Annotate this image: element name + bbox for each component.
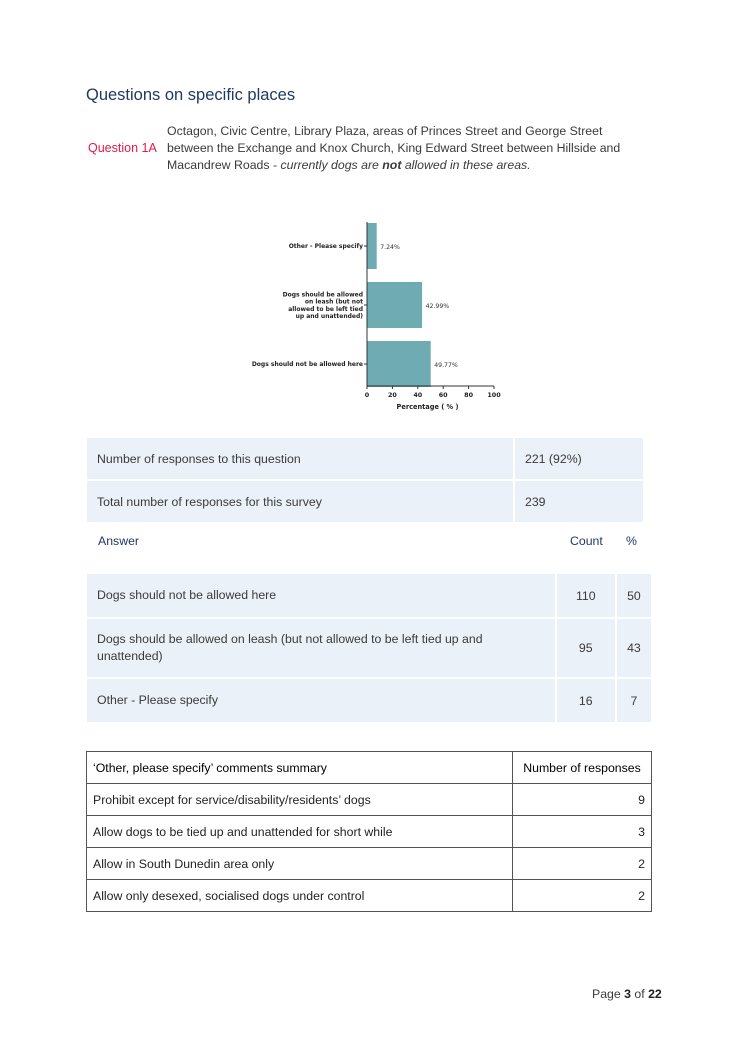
category-label: up and unattended) [295, 313, 363, 320]
answer-text: Dogs should be allowed on leash (but not allowed to be left tied up and unattended) [87, 619, 555, 677]
page-of: of [630, 987, 649, 1001]
comment-text: Prohibit except for service/disability/residents’ dogs [87, 784, 513, 816]
x-axis-label: Percentage ( % ) [396, 403, 459, 411]
number-responses-header: Number of responses [513, 752, 652, 784]
bar-value-label: 42.99% [425, 303, 450, 310]
question-text-main: Octagon, Civic Centre, Library Plaza, areas of Princes Street and George Street between the Exchange and Knox Church, King Edward Street between Hillside and Macandrew Roads - [167, 124, 621, 172]
category-label: on leash (but not [304, 298, 363, 306]
comment-count: 2 [513, 880, 652, 912]
response-bar-chart [250, 218, 510, 418]
table-row [87, 574, 651, 617]
answer-percent: 50 [615, 574, 651, 617]
category-label: Other - Please specify [288, 243, 363, 251]
page-current: 3 [624, 987, 631, 1001]
table-row [87, 784, 652, 816]
table-row [87, 438, 643, 479]
label-part: to this question [214, 451, 301, 466]
x-tick-label: 60 [438, 391, 448, 399]
responses-question-value: 221 (92%) [513, 438, 643, 479]
responses-survey-value: 239 [513, 481, 643, 522]
response-count-table [87, 436, 643, 524]
other-comments-table [86, 751, 652, 912]
question-label: Question 1A [88, 141, 157, 155]
bar [368, 223, 377, 269]
bar [368, 341, 431, 387]
table-row [87, 619, 651, 677]
answer-count: 95 [555, 619, 615, 677]
answer-count: 16 [555, 679, 615, 722]
question-text-italic-1: currently dogs are [280, 158, 383, 172]
answer-text: Dogs should not be allowed here [87, 574, 555, 617]
table-row [87, 816, 652, 848]
table-row [87, 481, 643, 522]
answer-text: Other - Please specify [87, 679, 555, 722]
x-tick-label: 40 [413, 391, 423, 399]
table-row [87, 848, 652, 880]
category-label: Dogs should not be allowed here [251, 361, 363, 369]
count-header: Count [570, 534, 603, 548]
category-label: Dogs should be allowed [282, 291, 363, 299]
percent-header: % [626, 534, 637, 548]
question-text-italic-2: allowed in these areas. [401, 158, 531, 172]
responses-survey-label [87, 481, 513, 522]
x-tick-label: 20 [387, 391, 397, 399]
x-tick-label: 100 [487, 391, 501, 399]
table-header-row [87, 752, 652, 784]
question-text-bold: not [382, 158, 402, 172]
x-tick-label: 0 [364, 391, 370, 399]
comment-summary-header: ‘Other, please specify’ comments summary [87, 752, 513, 784]
answer-percent: 7 [615, 679, 651, 722]
comment-text: Allow dogs to be tied up and unattended for short while [87, 816, 513, 848]
x-tick-label: 80 [464, 391, 474, 399]
bar [368, 282, 423, 328]
comment-count: 3 [513, 816, 652, 848]
comment-count: 2 [513, 848, 652, 880]
question-text [167, 123, 637, 174]
responses-question-label [87, 438, 513, 479]
category-label: allowed to be left tied [288, 305, 363, 313]
label-part: Total number of responses for this survey [97, 494, 322, 509]
answers-header [87, 530, 651, 554]
answer-header: Answer [98, 534, 140, 548]
label-part: Number of [97, 451, 158, 466]
label-part: responses [157, 451, 215, 466]
page-footer [592, 987, 662, 1001]
table-row [87, 679, 651, 722]
answer-percent: 43 [615, 619, 651, 677]
answers-table [87, 572, 651, 724]
page-prefix: Page [592, 987, 625, 1001]
comment-text: Allow only desexed, socialised dogs under control [87, 880, 513, 912]
bar-value-label: 49.77% [434, 362, 458, 369]
comment-text: Allow in South Dunedin area only [87, 848, 513, 880]
answer-count: 110 [555, 574, 615, 617]
table-row [87, 880, 652, 912]
bar-value-label: 7.24% [380, 244, 400, 251]
section-title: Questions on specific places [86, 86, 296, 104]
comment-count: 9 [513, 784, 652, 816]
page-total: 22 [648, 987, 662, 1001]
